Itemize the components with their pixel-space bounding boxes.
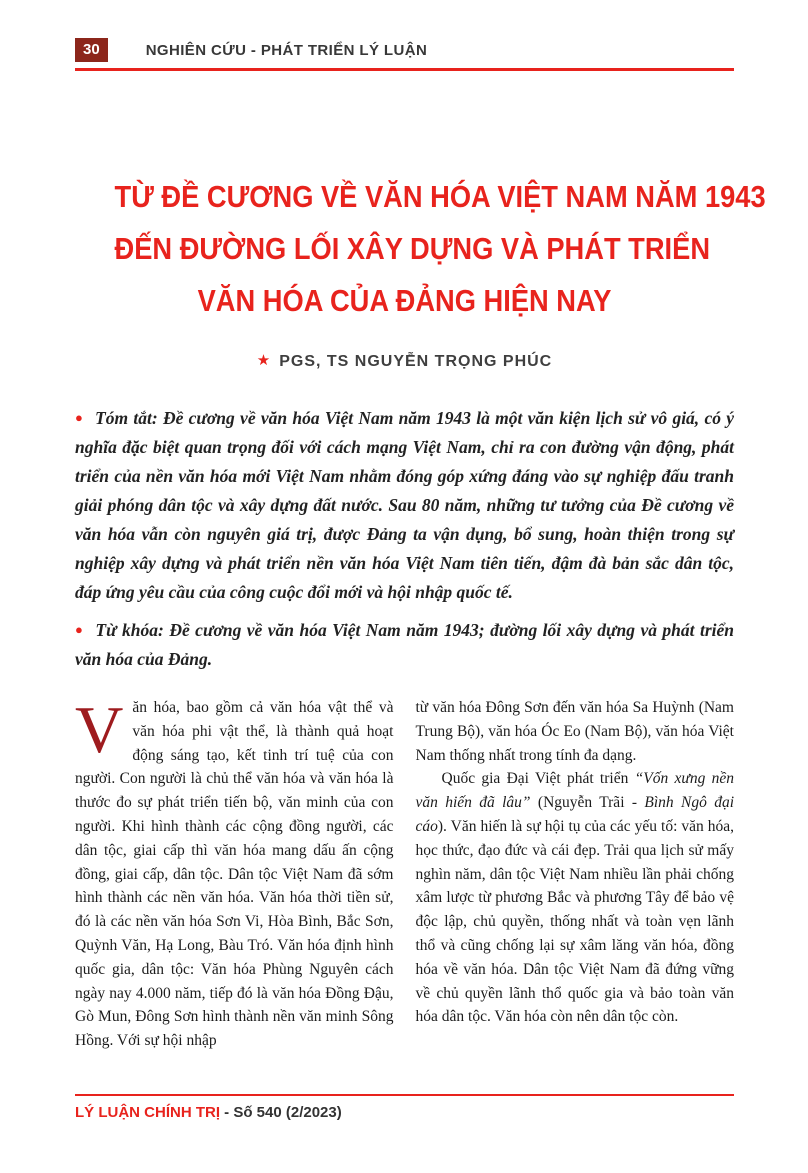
bullet-icon: ● [75, 410, 84, 425]
body-columns [75, 693, 735, 1053]
column-right [416, 696, 735, 1053]
abstract-label: Tóm tắt: [95, 408, 158, 428]
article-title-line-3: VĂN HÓA CỦA ĐẢNG HIỆN NAY [197, 283, 612, 318]
author-line [75, 351, 734, 371]
body-paragraph-1 [75, 693, 394, 1053]
issue-info: - Số 540 (2/2023) [224, 1104, 342, 1121]
body-text: ăn hóa, bao gồm cả văn hóa vật thể và văn hóa phi vật thể, là thành quả hoạt động sáng tạo, kết tinh trí tuệ của con người. Con người là chủ thể văn hóa và văn hóa là thước đo sự phát triển tiến bộ, văn minh của con người. Khi hình thành các cộng đồng người, các dân tộc, giai cấp thì văn hóa mang dấu ấn cộng đồng, giai cấp, dân tộc. Dân tộc Việt Nam đã sớm hình thành các nền văn hóa. Văn hóa thời tiền sử, đó là các nền văn hóa Sơn Vi, Hòa Bình, Bắc Sơn, Quỳnh Văn, Hạ Long, Bàu Tró. Văn hóa định hình quốc gia, dân tộc: Văn hóa Phùng Nguyên cách ngày nay 4.000 năm, tiếp đó là văn hóa Đồng Đậu, Gò Mun, Đông Sơn hình thành nền văn minh Sông Hồng. Với sự hội nhập [75, 699, 394, 1050]
body-text: từ văn hóa Đông Sơn đến văn hóa Sa Huỳnh (Nam Trung Bộ), văn hóa Óc Eo (Nam Bộ), văn hóa Việt Nam thống nhất trong tính đa dạng. [415, 699, 734, 764]
keywords-paragraph [75, 615, 734, 674]
article-title-line-2: ĐẾN ĐƯỜNG LỐI XÂY DỰNG VÀ PHÁT TRIỂN [114, 231, 711, 266]
section-title: NGHIÊN CỨU - PHÁT TRIỂN LÝ LUẬN [145, 41, 428, 59]
footer-text [75, 1104, 734, 1121]
body-text: Quốc gia Đại Việt phát triển [441, 770, 635, 788]
star-icon: ★ [256, 353, 271, 369]
abstract-text: Đề cương về văn hóa Việt Nam năm 1943 là một văn kiện lịch sử vô giá, có ý nghĩa đặc biệt quan trọng đối với cách mạng Việt Nam, chỉ ra con đường vận động, phát triển của nền văn hóa mới Việt Nam nhằm đóng góp xứng đáng vào sự nghiệp đấu tranh giải phóng dân tộc và xây dựng đất nước. Sau 80 năm, những tư tưởng của Đề cương về văn hóa vẫn còn nguyên giá trị, được Đảng ta vận dụng, bổ sung, hoàn thiện trong sự nghiệp xây dựng và phát triển nền văn hóa Việt Nam tiên tiến, đậm đà bản sắc dân tộc, đáp ứng yêu cầu của công cuộc đổi mới và hội nhập quốc tế. [75, 408, 735, 602]
page-header [75, 38, 734, 62]
author-name: PGS, TS NGUYỄN TRỌNG PHÚC [279, 353, 553, 370]
body-paragraph-2 [416, 696, 735, 767]
page-footer [75, 1094, 734, 1121]
body-text: ). Văn hiến là sự hội tụ của các yếu tố: văn hóa, học thức, đạo đức và cái đẹp. Trải qua lịch sử mấy nghìn năm, dân tộc Việt Nam nhiều lần phải chống xâm lược từ phương Bắc và phương Tây để bảo vệ độc lập, chủ quyền, thống nhất và toàn vẹn lãnh thổ và cũng chống lại sự xâm lăng văn hóa, đồng hóa về văn hóa. Dân tộc Việt Nam đã đứng vững về chủ quyền lãnh thổ quốc gia và bảo toàn văn hóa dân tộc. Văn hóa còn nên dân tộc còn. [415, 817, 734, 1026]
journal-name: LÝ LUẬN CHÍNH TRỊ [75, 1104, 220, 1121]
abstract-paragraph [75, 403, 734, 607]
column-left [75, 693, 394, 1053]
dropcap-letter: V [75, 693, 124, 767]
article-title-line-1: TỪ ĐỀ CƯƠNG VỀ VĂN HÓA VIỆT NAM NĂM 1943 [114, 179, 766, 214]
article-title [114, 171, 766, 327]
bullet-icon: ● [75, 622, 84, 637]
page-number-badge: 30 [75, 38, 108, 62]
keywords-label: Từ khóa: [95, 620, 164, 640]
quoted-phrase-italic: “Vốn xưng nền văn hiến đã lâu” [415, 770, 734, 812]
keywords-text: Đề cương về văn hóa Việt Nam năm 1943; đường lối xây dựng và phát triển văn hóa của Đảng. [75, 620, 735, 669]
body-text: (Nguyễn Trãi - [530, 794, 645, 812]
work-title-italic: Bình Ngô đại cáo [415, 794, 735, 835]
header-divider [75, 68, 734, 71]
body-paragraph-3 [416, 767, 735, 1029]
footer-divider [75, 1094, 734, 1096]
